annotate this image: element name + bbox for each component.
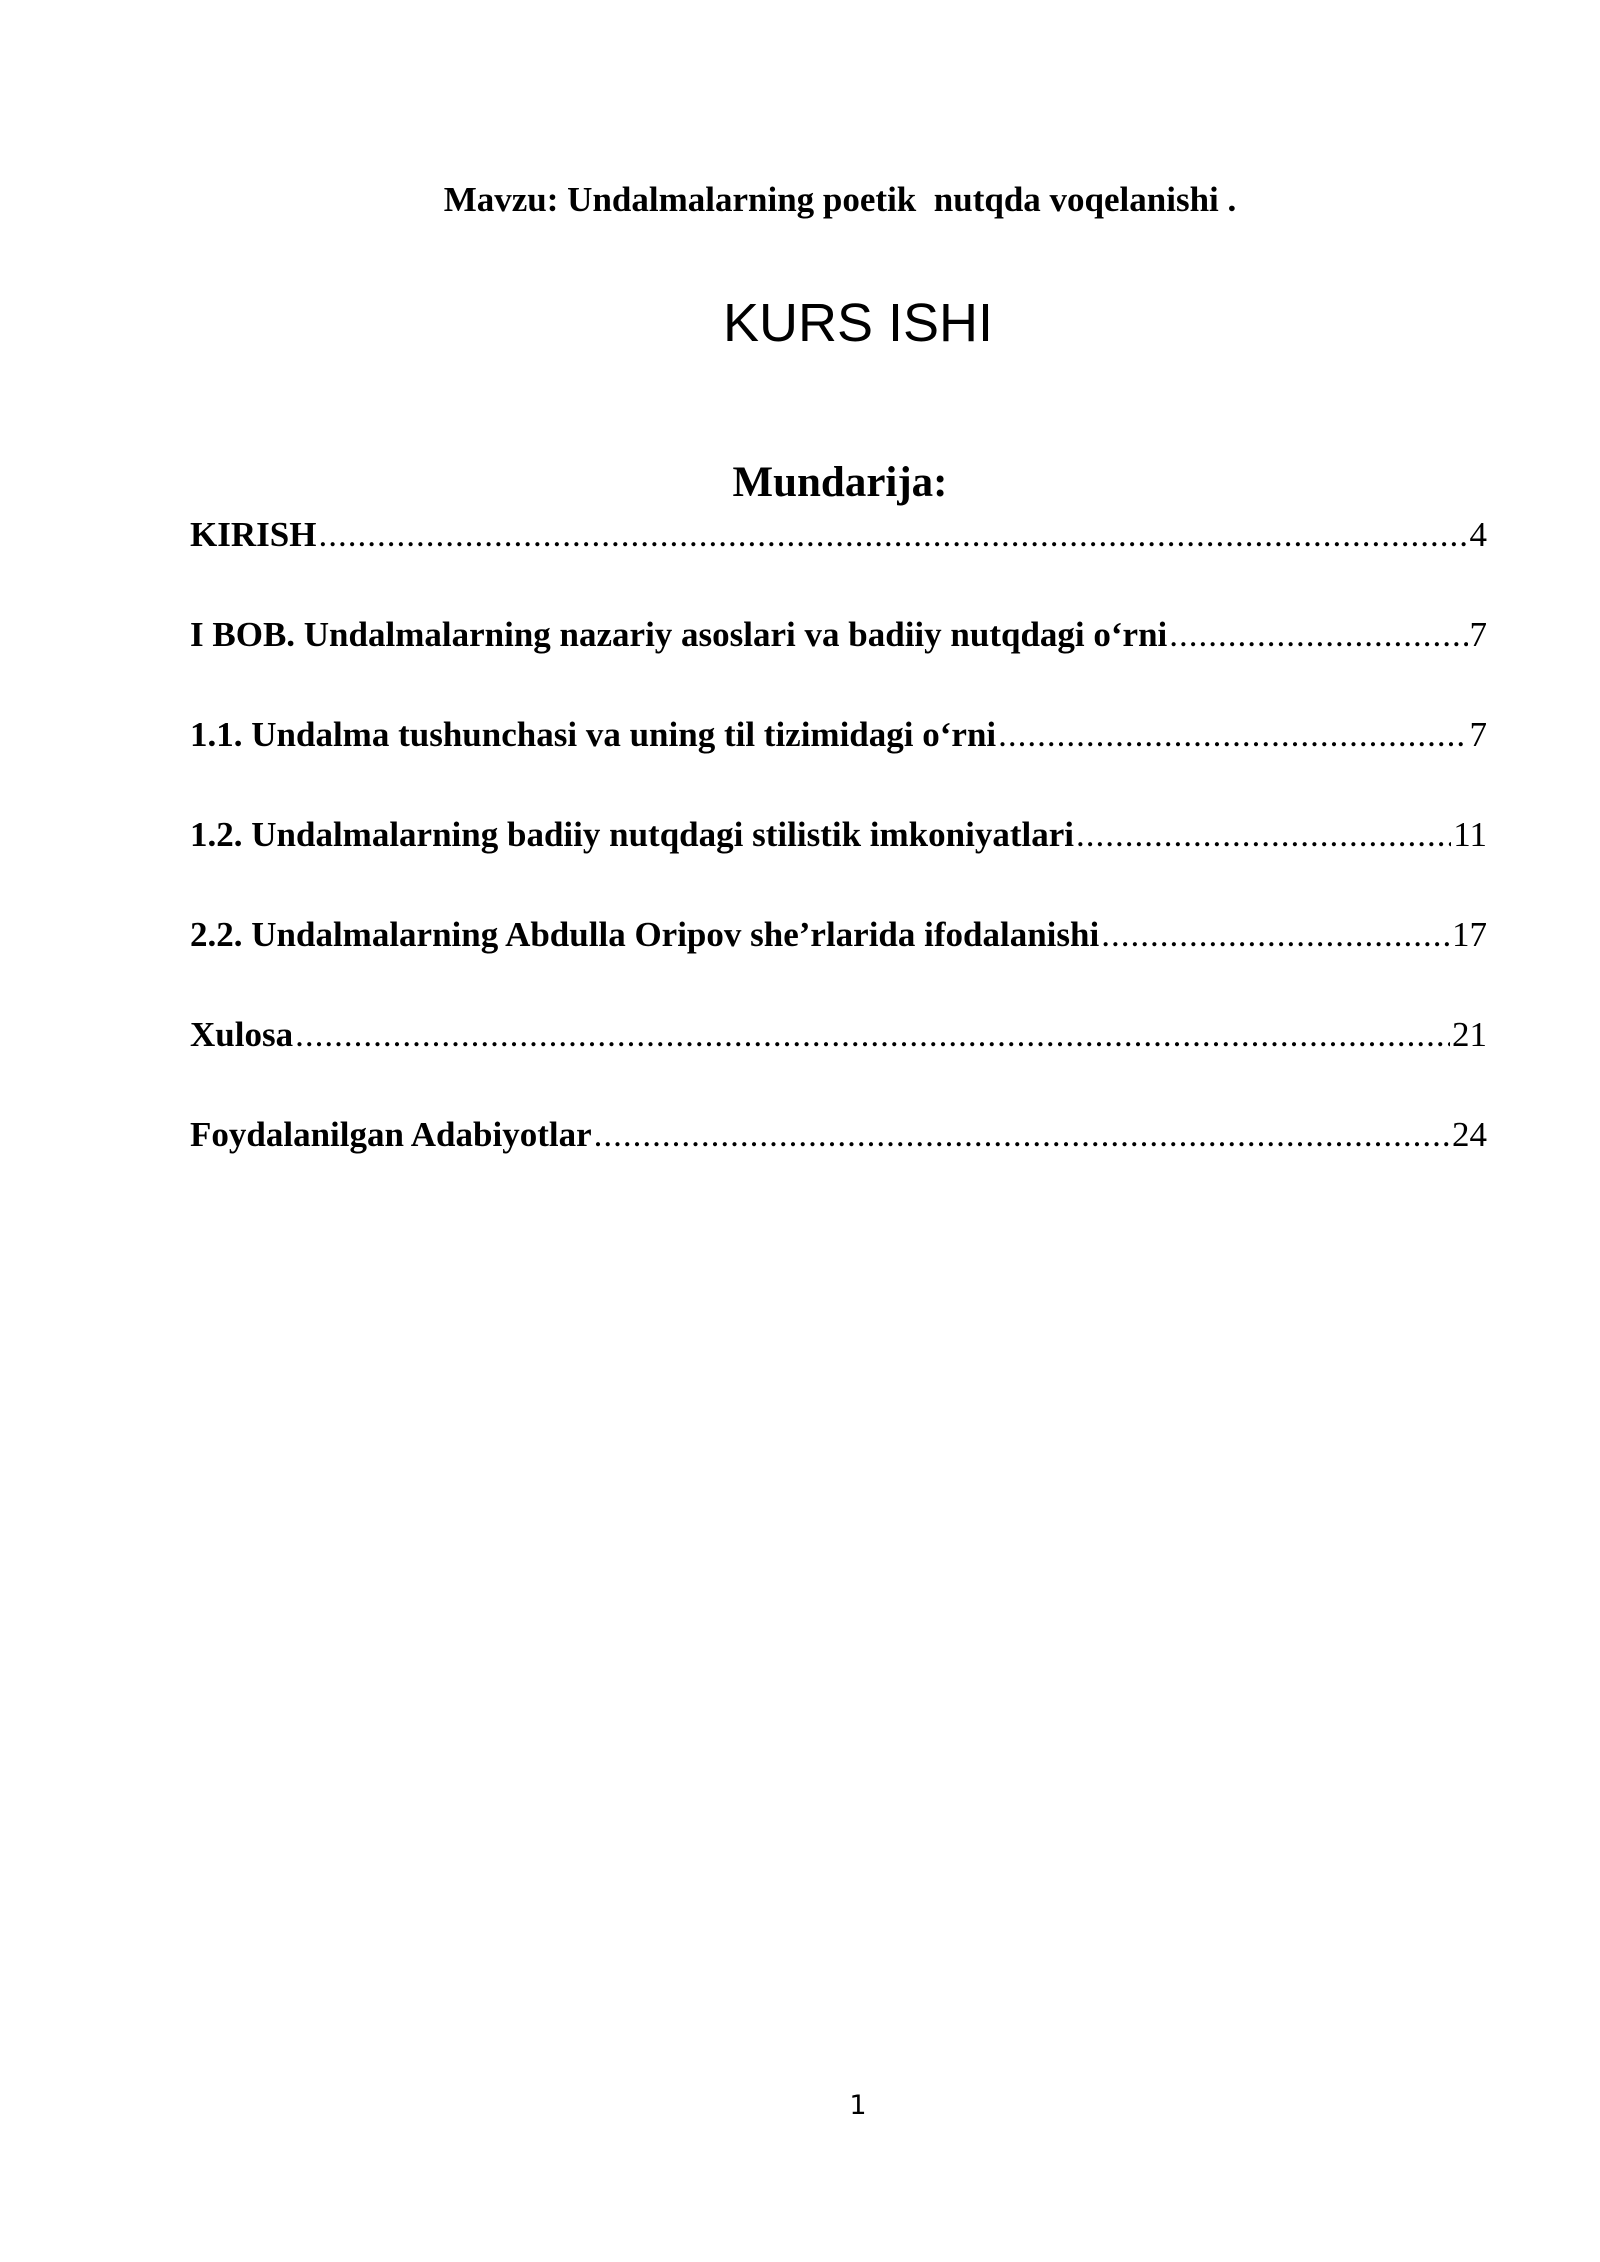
toc-entry-references[interactable] — [190, 1110, 1487, 1210]
toc-entry-page: 7 — [1469, 715, 1487, 754]
toc-entry-section-1-2[interactable] — [190, 810, 1487, 910]
toc-entry-xulosa[interactable] — [190, 1010, 1487, 1110]
toc-entry-chapter-1[interactable] — [190, 610, 1487, 710]
toc-entry-page: 11 — [1453, 815, 1487, 854]
toc-entry-kirish[interactable] — [190, 510, 1487, 610]
toc-dot-leader — [1076, 810, 1451, 860]
toc-heading: Mundarija: — [732, 459, 948, 506]
toc-entry-label: 2.2. Undalmalarning Abdulla Oripov she’rlarida ifodalanishi — [190, 915, 1100, 954]
toc-entry-label: KIRISH — [190, 515, 317, 554]
toc-entry-label: Foydalanilgan Adabiyotlar — [190, 1115, 592, 1154]
toc-entry-page: 17 — [1452, 915, 1487, 954]
table-of-contents — [190, 510, 1487, 1210]
document-type-heading: KURS ISHI — [722, 293, 994, 353]
toc-dot-leader — [1169, 610, 1467, 660]
topic-title: Mavzu: Undalmalarning poetik nutqda voqelanishi . — [443, 180, 1237, 219]
toc-dot-leader — [998, 710, 1467, 760]
toc-entry-page: 7 — [1469, 615, 1487, 654]
toc-entry-label: 1.2. Undalmalarning badiiy nutqdagi stilistik imkoniyatlari — [190, 815, 1074, 854]
toc-dot-leader — [1101, 910, 1450, 960]
toc-entry-label: 1.1. Undalma tushunchasi va uning til tizimidagi o‘rni — [190, 715, 997, 754]
page-number: 1 — [849, 2090, 867, 2121]
toc-entry-page: 21 — [1452, 1015, 1487, 1054]
toc-entry-page: 4 — [1469, 515, 1487, 554]
toc-entry-page: 24 — [1452, 1115, 1487, 1154]
toc-entry-label: Xulosa — [190, 1015, 294, 1054]
toc-entry-section-2-2[interactable] — [190, 910, 1487, 1010]
toc-dot-leader — [318, 510, 1467, 560]
toc-entry-label: I BOB. Undalmalarning nazariy asoslari va badiiy nutqdagi o‘rni — [190, 615, 1168, 654]
toc-dot-leader — [295, 1010, 1450, 1060]
toc-dot-leader — [594, 1110, 1450, 1160]
toc-entry-section-1-1[interactable] — [190, 710, 1487, 810]
